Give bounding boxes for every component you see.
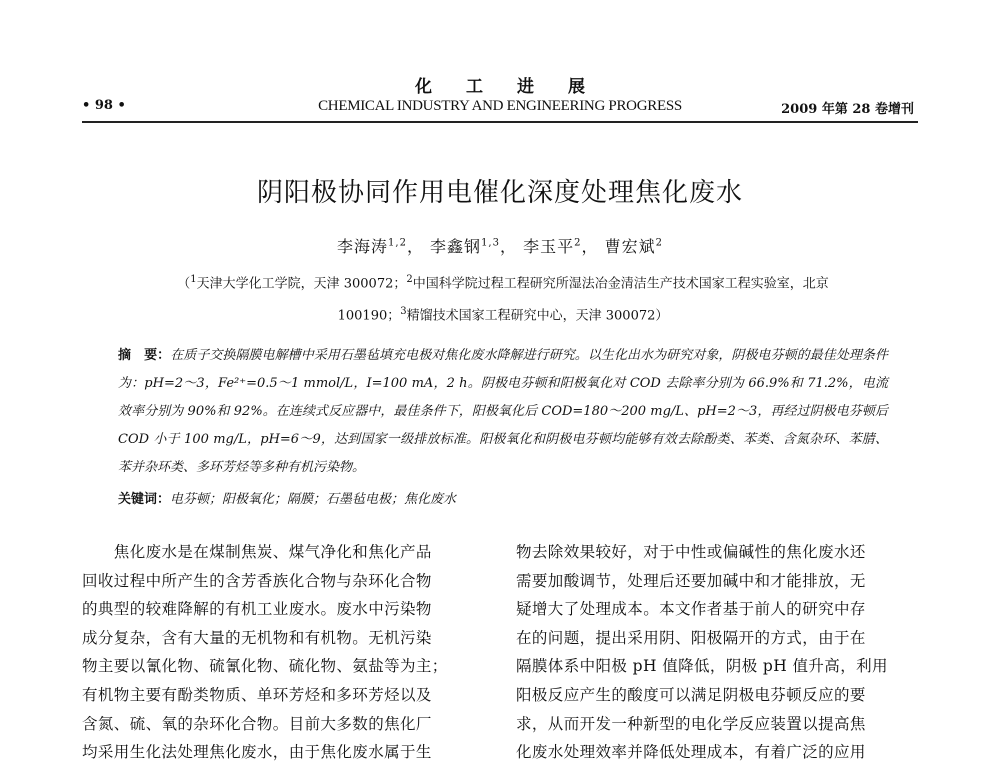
abstract-text: 在质子交换隔膜电解槽中采用石墨毡填充电极对焦化废水降解进行研究。以生化出水为研究对象，阴极电芬顿的最佳处理条件为：pH=2～3，Fe²⁺=0.5～1 mmol/L，I=100 mA，2 h。阴极电芬顿和阳极氧化对 COD 去除率分别为 66.9%和 71.2%，电流效率分别为 90%和 92%。在连续式反应器中，最佳条件下，阳极氧化后 COD=180～200 mg/L、pH=2～3，再经过阴极电芬顿后 COD 小于 100 mg/L，pH=6～9，达到国家一级排放标准。阳极氧化和阴极电芬顿均能够有效去除酚类、苯类、含氮杂环、苯腈、苯并杂环类、多环芳烃等多种有机污染物。	[118, 348, 888, 475]
author-name: 李鑫钢	[430, 237, 482, 256]
issue-info: 2009 年第 28 卷增刊	[781, 102, 914, 117]
body-line: 回收过程中所产生的含芳香族化合物与杂环化合物	[82, 571, 432, 590]
author-sep: ，	[499, 237, 517, 256]
author-name: 曹宏斌	[604, 237, 656, 256]
body-line: 成分复杂，含有大量的无机物和有机物。无机污染	[82, 628, 432, 647]
abstract-label: 摘 要：	[118, 348, 171, 363]
author-affil-sup: 2	[655, 237, 663, 249]
keywords	[118, 486, 888, 514]
body-line: 的典型的较难降解的有机工业废水。废水中污染物	[82, 600, 432, 619]
abstract	[118, 342, 888, 482]
author-sep: ，	[406, 237, 424, 256]
page-number: • 98 •	[82, 98, 126, 113]
affil-sup: 2	[406, 274, 413, 285]
body-line: 有机物主要有酚类物质、单环芳烃和多环芳烃以及	[82, 685, 432, 704]
keywords-label: 关键词：	[118, 492, 171, 507]
affil-paren: （	[177, 276, 191, 292]
body-line: 化废水处理效率并降低处理成本，有着广泛的应用	[516, 743, 866, 762]
affiliation-3: 精馏技术国家工程研究中心，天津 300072）	[406, 308, 669, 324]
author-sep: ，	[581, 237, 599, 256]
body-line: 物去除效果较好，对于中性或偏碱性的焦化废水还	[516, 543, 866, 561]
author-list	[0, 234, 1000, 257]
affiliation-2: 中国科学院过程工程研究所湿法冶金清洁生产技术国家工程实验室，北京	[412, 276, 829, 292]
keywords-text: 电芬顿；阳极氧化；隔膜；石墨毡电极；焦化废水	[170, 492, 457, 507]
affil-sup: 1	[190, 274, 197, 285]
author-affil-sup: 1,3	[481, 237, 500, 249]
author-affil-sup: 1,2	[388, 237, 407, 249]
affiliations	[118, 266, 888, 331]
body-line: 阳极反应产生的酸度可以满足阴极电芬顿反应的要	[516, 685, 866, 704]
body-line: 均采用生化法处理焦化废水，由于焦化废水属于生	[82, 743, 432, 762]
body-line: 焦化废水是在煤制焦炭、煤气净化和焦化产品	[82, 543, 432, 561]
body-line: 物主要以氰化物、硫氰化物、硫化物、氨盐等为主；	[82, 657, 448, 676]
journal-title-en: CHEMICAL INDUSTRY AND ENGINEERING PROGRESS	[318, 98, 682, 114]
author-name: 李玉平	[523, 237, 575, 256]
header-rule	[82, 121, 918, 123]
affiliation-2-postcode: 100190；	[337, 308, 401, 324]
body-column-right	[516, 538, 926, 767]
body-line: 隔膜体系中阳极 pH 值降低，阴极 pH 值升高，利用	[516, 657, 888, 676]
affil-sup: 3	[400, 306, 407, 318]
article-title: 阴阳极协同作用电催化深度处理焦化废水	[256, 178, 743, 208]
running-header	[82, 98, 918, 118]
body-line: 在的问题，提出采用阴、阳极隔开的方式，由于在	[516, 628, 866, 647]
author-affil-sup: 2	[574, 237, 582, 249]
journal-title-zh: 化工进展	[415, 77, 619, 97]
body-line: 含氮、硫、氧的杂环化合物。目前大多数的焦化厂	[82, 714, 432, 733]
body-line: 疑增大了处理成本。本文作者基于前人的研究中存	[516, 600, 866, 619]
body-line: 需要加酸调节，处理后还要加碱中和才能排放，无	[516, 571, 866, 590]
body-line: 求，从而开发一种新型的电化学反应装置以提高焦	[516, 714, 866, 733]
author-name: 李海涛	[337, 237, 389, 256]
affiliation-1: 天津大学化工学院，天津 300072；	[196, 276, 407, 292]
body-column-left	[82, 538, 494, 767]
